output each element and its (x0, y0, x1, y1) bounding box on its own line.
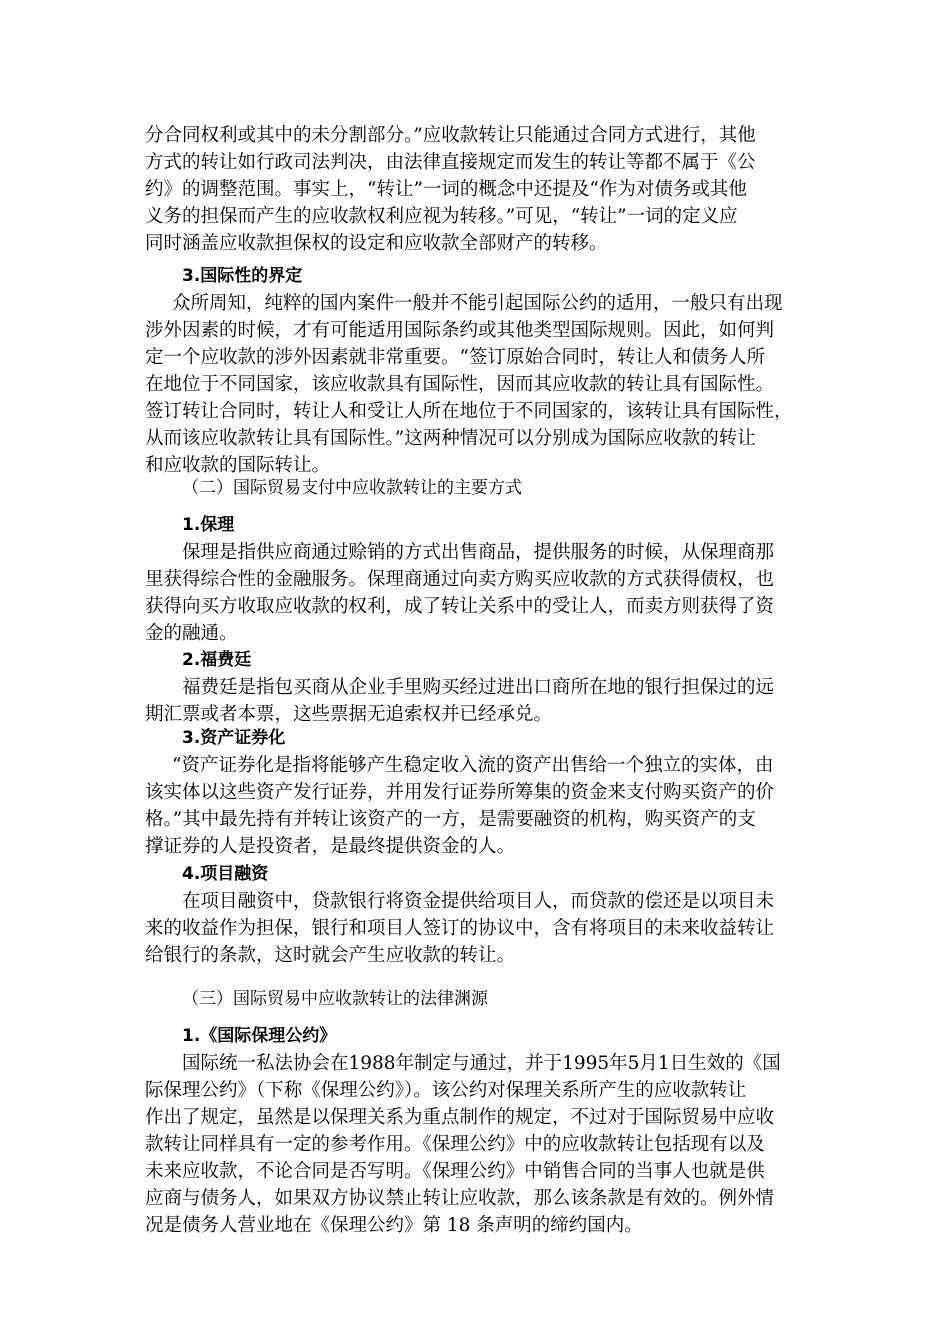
paragraph-line: 同时涵盖应收款担保权的设定和应收款全部财产的转移。 (145, 233, 608, 254)
paragraph-line: 作出了规定，虽然是以保理关系为重点制作的规定，不过对于国际贸易中应收 (145, 1107, 775, 1128)
paragraph-line: 分合同权利或其中的未分割部分。”应收款转让只能通过合同方式进行，其他 (145, 125, 756, 146)
paragraph-line: 金的融通。 (145, 623, 238, 644)
paragraph-line: 约》的调整范围。事实上，“转让”一词的概念中还提及“作为对债务或其他 (145, 179, 747, 200)
paragraph-line: 方式的转让如行政司法判决，由法律直接规定而发生的转让等都不属于《公 (145, 152, 756, 173)
paragraph-line: 获得向买方收取应收款的权利，成了转让关系中的受让人，而卖方则获得了资 (145, 596, 775, 617)
chapter-heading: （三）国际贸易中应收款转让的法律渊源 (182, 989, 488, 1009)
paragraph-line: 格。”其中最先持有并转让该资产的一方，是需要融资的机构，购买资产的支 (145, 809, 756, 830)
section-heading: 3.资产证券化 (182, 728, 286, 748)
paragraph-line: 保理是指供应商通过赊销的方式出售商品，提供服务的时候，从保理商那 (182, 542, 775, 563)
paragraph-line: 里获得综合性的金融服务。保理商通过向卖方购买应收款的方式获得债权，也 (145, 569, 775, 590)
paragraph-line: 款转让同样具有一定的参考作用。《保理公约》中的应收款转让包括现有以及 (145, 1134, 765, 1155)
paragraph-line: 在地位于不同国家，该应收款具有国际性，因而其应收款的转让具有国际性。 (145, 374, 775, 395)
paragraph-line: 义务的担保而产生的应收款权利应视为转移。”可见，“转让”一词的定义应 (145, 206, 738, 227)
paragraph-line: 从而该应收款转让具有国际性。”这两种情况可以分别成为国际应收款的转让 (145, 428, 756, 449)
paragraph-line: 在项目融资中，贷款银行将资金提供给项目人，而贷款的偿还是以项目未 (182, 891, 775, 912)
paragraph-line: 给银行的条款，这时就会产生应收款的转让。 (145, 945, 516, 966)
section-heading: 4.项目融资 (182, 864, 269, 884)
paragraph-line: 涉外因素的时候，才有可能适用国际条约或其他类型国际规则。因此，如何判 (145, 320, 775, 341)
paragraph-line: 况是债务人营业地在《保理公约》第 18 条声明的缔约国内。 (145, 1215, 643, 1236)
paragraph-line: 来的收益作为担保，银行和项目人签订的协议中，含有将项目的未来收益转让 (145, 918, 775, 939)
paragraph-line: 未来应收款，不论合同是否写明。《保理公约》中销售合同的当事人也就是供 (145, 1161, 765, 1182)
paragraph-line: 国际统一私法协会在1988年制定与通过，并于1995年5月1日生效的《国 (182, 1053, 781, 1074)
paragraph-line: 福费廷是指包买商从企业手里购买经过进出口商所在地的银行担保过的远 (182, 677, 775, 698)
paragraph-line: 签订转让合同时，转让人和受让人所在地位于不同国家的，该转让具有国际性， (145, 401, 793, 422)
paragraph-line: 应商与债务人，如果双方协议禁止转让应收款，那么该条款是有效的。例外情 (145, 1188, 775, 1209)
paragraph-line: 期汇票或者本票，这些票据无追索权并已经承兑。 (145, 704, 553, 725)
paragraph-line: 众所周知，纯粹的国内案件一般并不能引起国际公约的适用，一般只有出现 (172, 293, 783, 314)
section-heading: 1.《国际保理公约》 (182, 1026, 337, 1046)
paragraph-line: 该实体以这些资产发行证券，并用发行证券所筹集的资金来支付购买资产的价 (145, 782, 775, 803)
section-heading: 3.国际性的界定 (182, 266, 303, 286)
paragraph-line: 撑证券的人是投资者，是最终提供资金的人。 (145, 836, 516, 857)
paragraph-line: 际保理公约》（下称《保理公约》）。该公约对保理关系所产生的应收款转让 (145, 1080, 747, 1101)
paragraph-line: 和应收款的国际转让。 (145, 455, 331, 476)
chapter-heading: （二）国际贸易支付中应收款转让的主要方式 (182, 478, 522, 498)
section-heading: 1.保理 (182, 515, 235, 535)
section-heading: 2.福费廷 (182, 650, 252, 670)
paragraph-line: 定一个应收款的涉外因素就非常重要。“签订原始合同时，转让人和债务人所 (145, 347, 765, 368)
paragraph-line: “资产证券化是指将能够产生稳定收入流的资产出售给一个独立的实体，由 (172, 755, 774, 776)
